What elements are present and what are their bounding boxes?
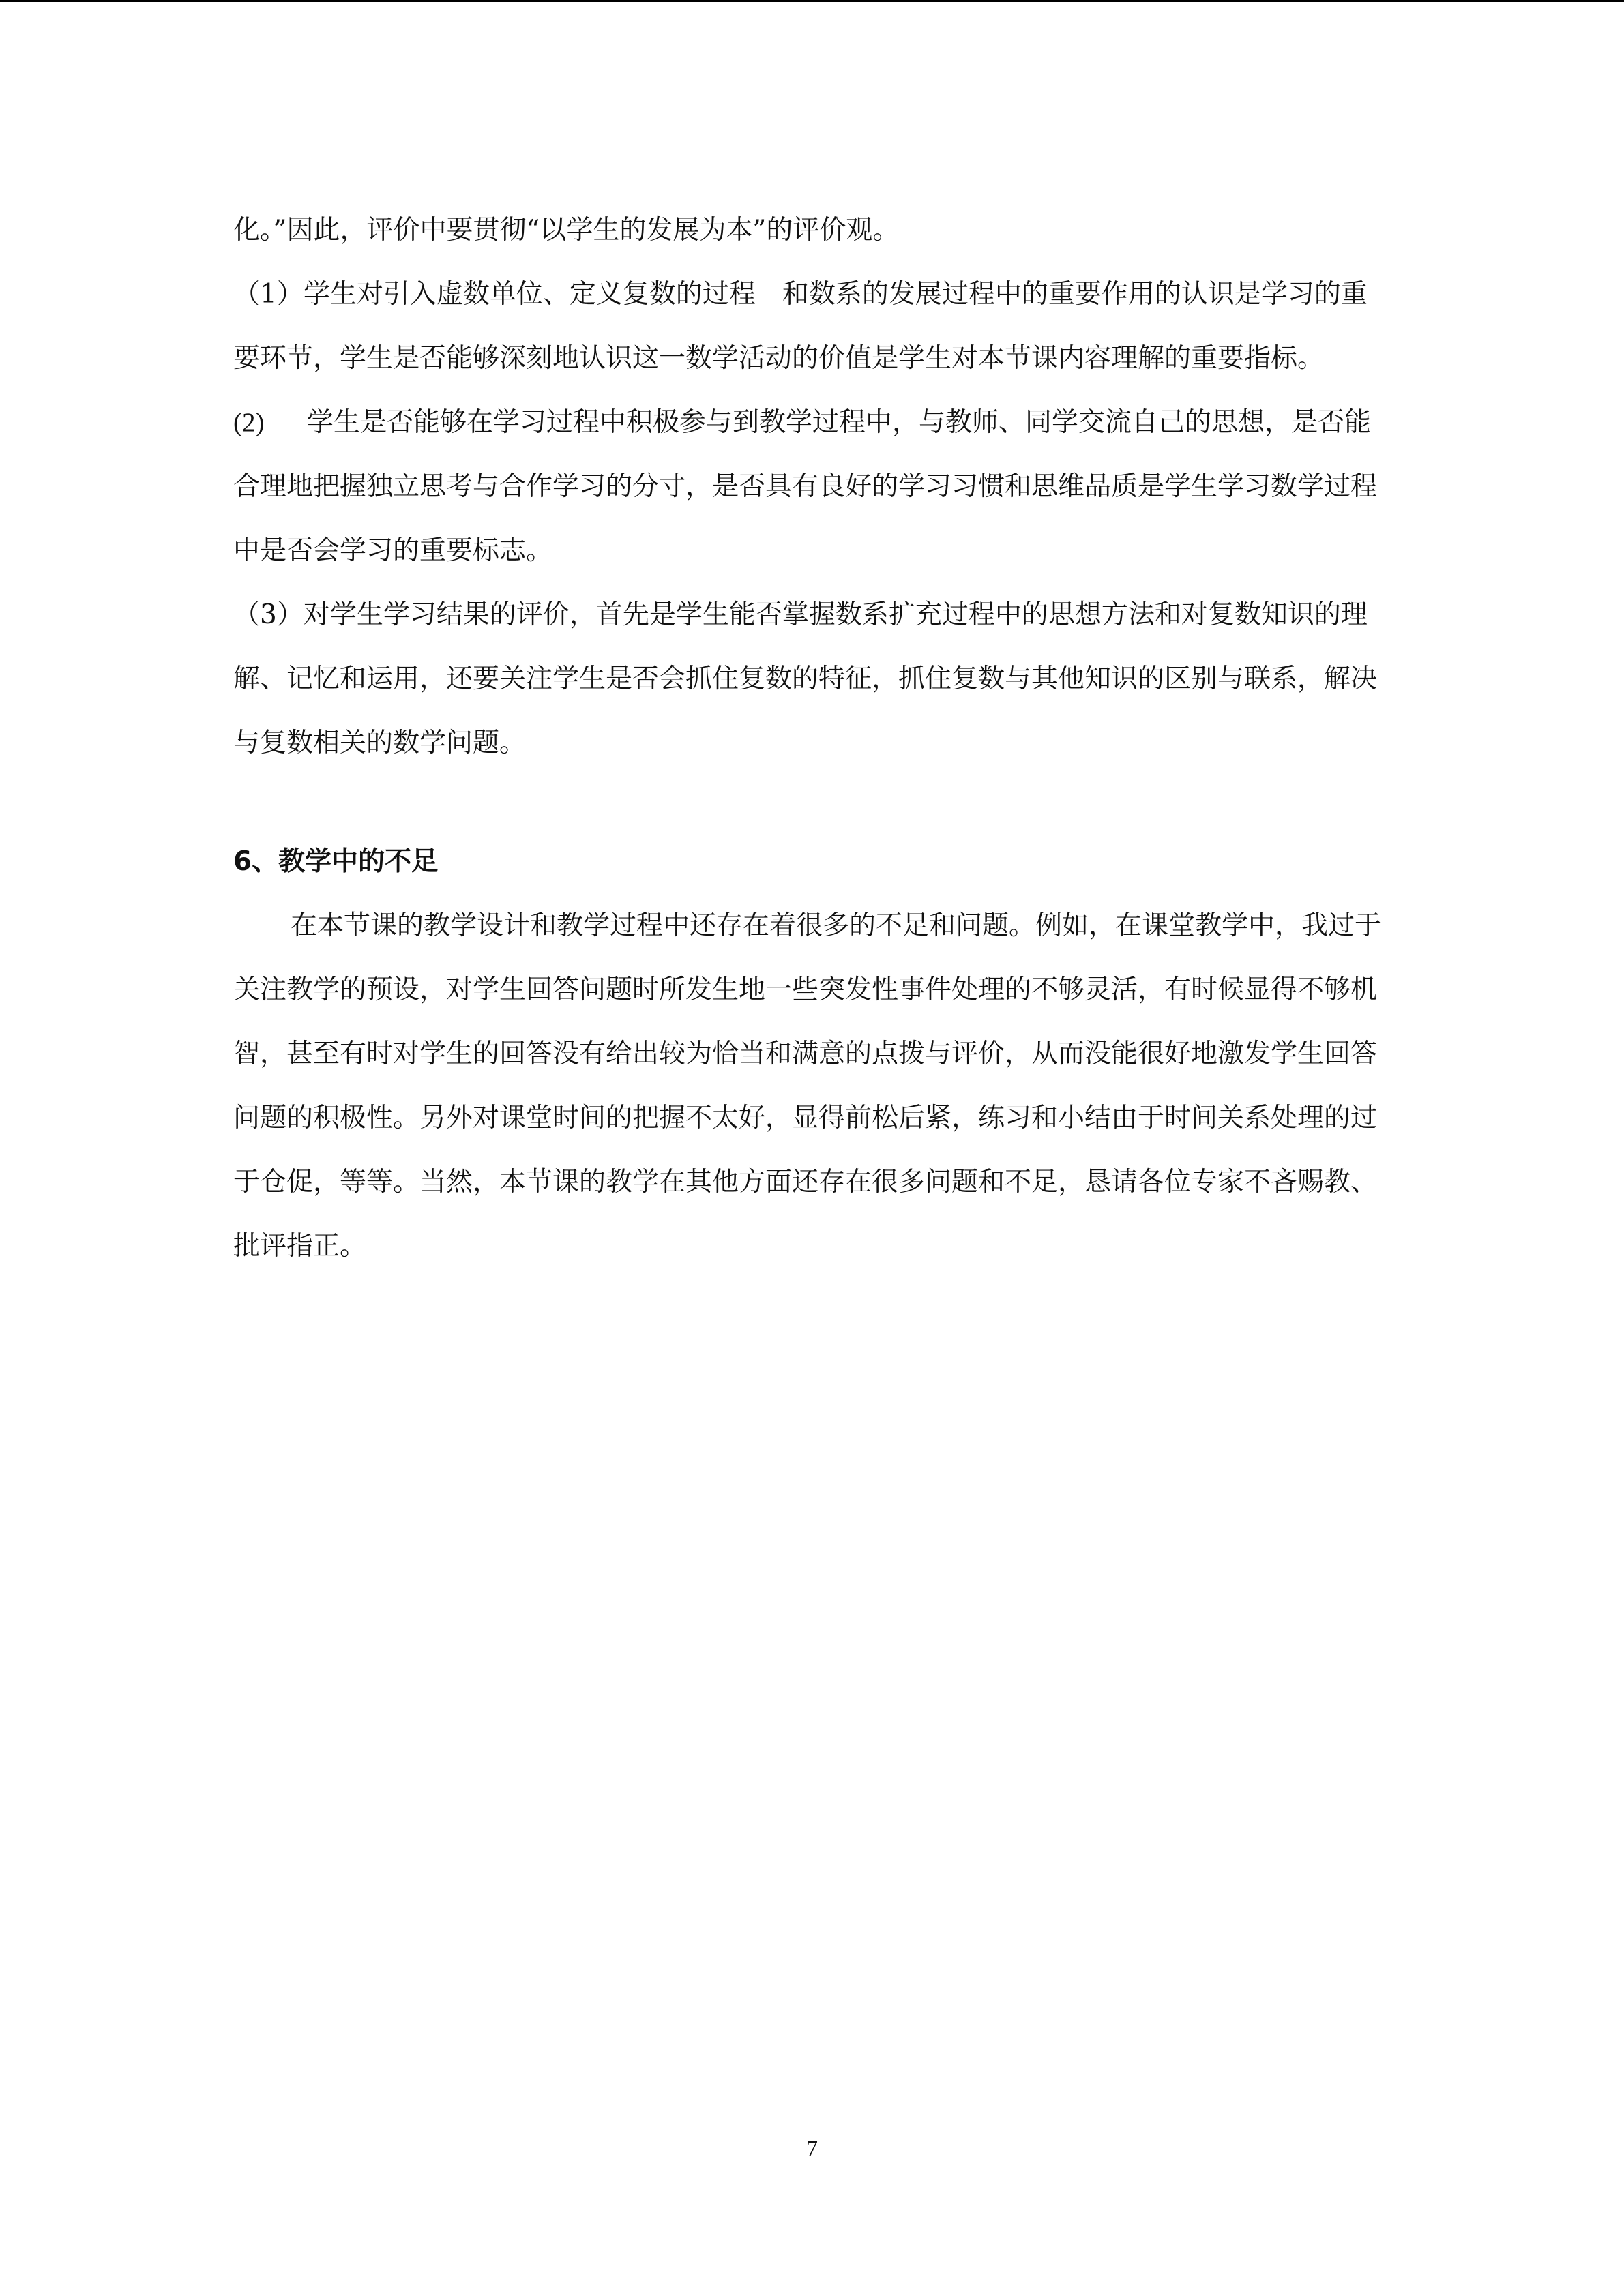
item-2-number: (2): [233, 408, 265, 437]
section-heading: 6、教学中的不足: [233, 846, 439, 877]
section-spacer: [233, 775, 1393, 830]
item-2-text: 学生是否能够在学习过程中积极参与到教学过程中，与教师、同学交流自己的思想，是否能合理地把握独立思考与合作学习的分寸，是否具有良好的学习习惯和思维品质是学生学习数学过程中是否会学习的重要标志。: [233, 407, 1378, 566]
paragraph-item-2: [233, 391, 1393, 583]
section-body-paragraph: 在本节课的教学设计和教学过程中还存在着很多的不足和问题。例如，在课堂教学中，我过于关注教学的预设，对学生回答问题时所发生地一些突发性事件处理的不够灵活，有时候显得不够机智，甚至有时对学生的回答没有给出较为恰当和满意的点拨与评价，从而没能很好地激发学生回答问题的积极性。另外对课堂时间的把握不太好，显得前松后紧，练习和小结由于时间关系处理的过于仓促，等等。当然，本节课的教学在其他方面还存在很多问题和不足，恳请各位专家不吝赐教、批评指正。: [233, 910, 1382, 1262]
page-number: 7: [806, 2136, 818, 2162]
page-content: [233, 198, 1393, 1279]
paragraph-item-3: （3）对学生学习结果的评价，首先是学生能否掌握数系扩充过程中的思想方法和对复数知识的理解、记忆和运用，还要关注学生是否会抓住复数的特征，抓住复数与其他知识的区别与联系，解决与复数相关的数学问题。: [233, 599, 1378, 758]
paragraph-evaluation-intro: 化。”因此，评价中要贯彻“以学生的发展为本”的评价观。: [233, 215, 900, 245]
paragraph-item-1: （1）学生对引入虚数单位、定义复数的过程 和数系的发展过程中的重要作用的认识是学习的重要环节，学生是否能够深刻地认识这一数学活动的价值是学生对本节课内容理解的重要指标。: [233, 279, 1368, 374]
